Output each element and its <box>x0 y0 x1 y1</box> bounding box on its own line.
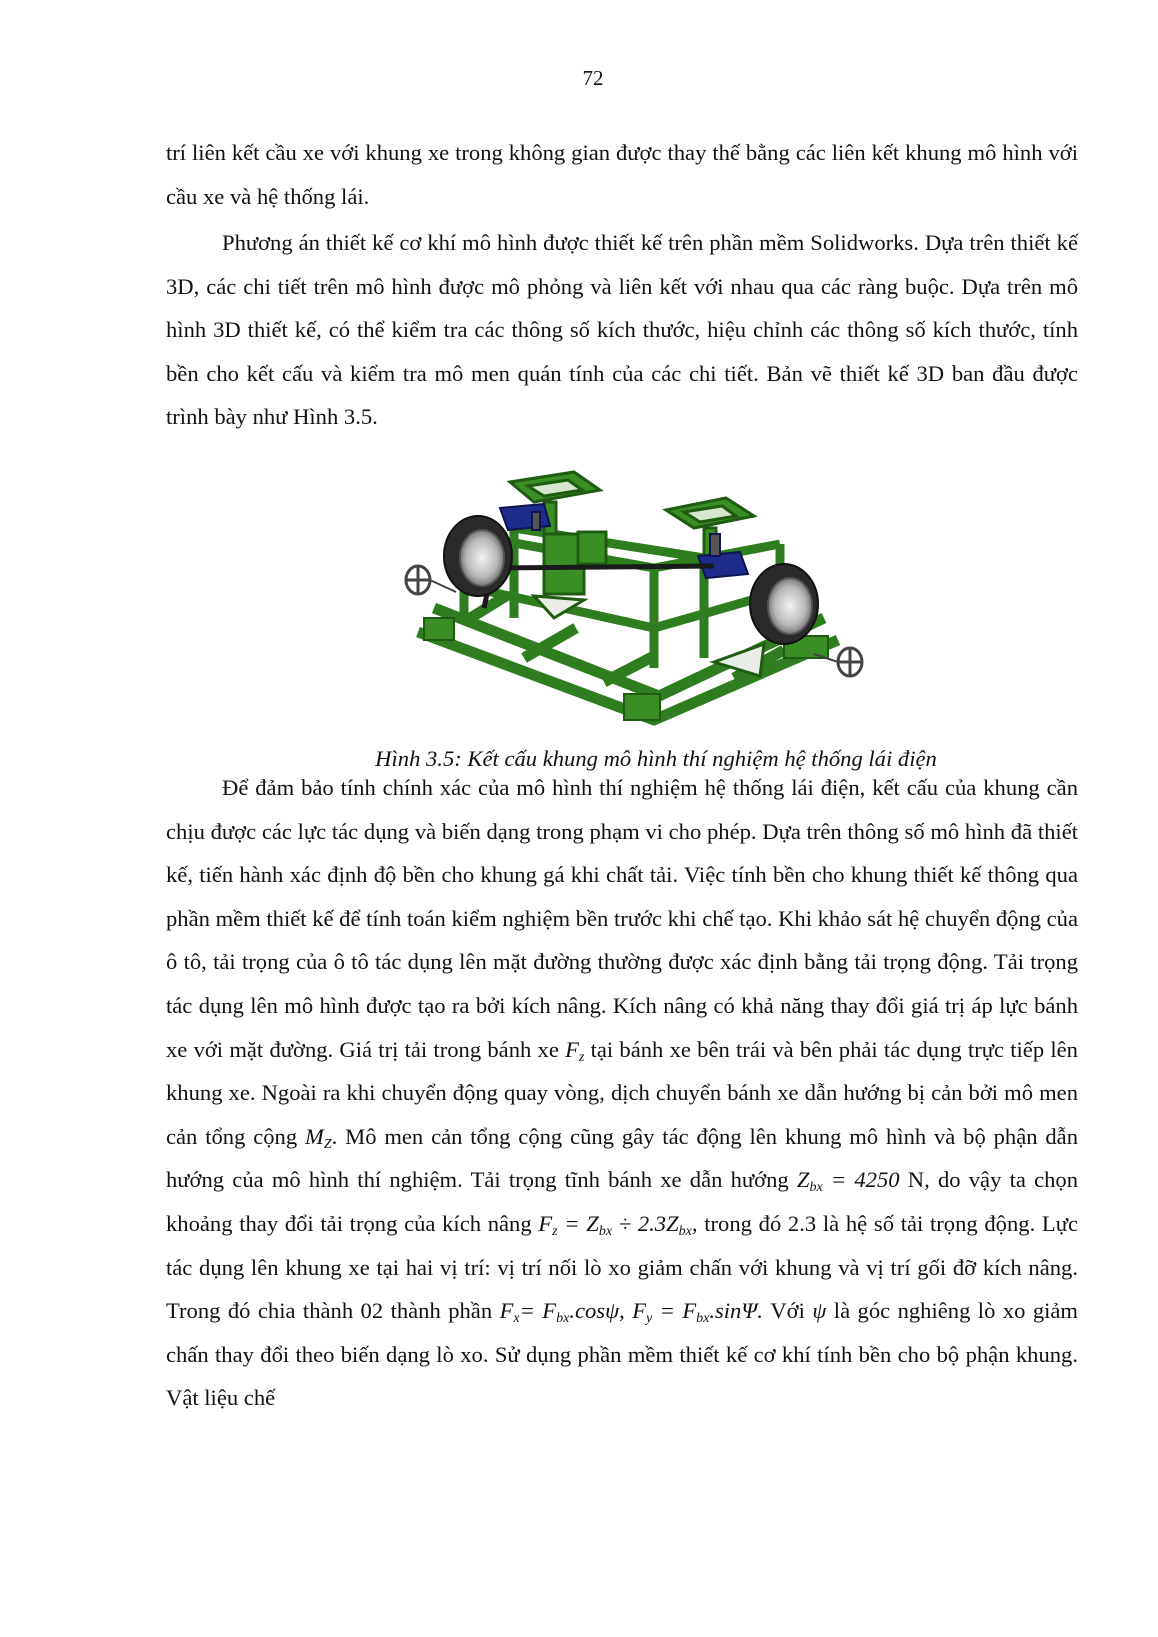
figure-3-5 <box>404 468 904 726</box>
paragraph-3 <box>166 766 1078 1420</box>
math-fx-fy: $F_x= F_{bx}.\cos\psi$, $F_y = F_{bx}.\sin\Psi$. <box>499 1298 763 1327</box>
text-run: Với <box>762 1298 813 1324</box>
text-run: Để đảm bảo tính chính xác của mô hình thí nghiệm hệ thống lái điện, kết cấu của khung cần chịu được các lực tác dụng và biến dạng trong phạm vi cho phép. Dựa trên thông số mô hình đã thiết kế, tiến hành xác định độ bền cho khung gá khi chất tải. Việc tính bền cho khung thiết kế thông qua phần mềm thiết kế để tính toán kiểm nghiệm bền trước khi chế tạo. Khi khảo sát hệ chuyển động của ô tô, tải trọng của ô tô tác dụng lên mặt đường thường được xác định bằng tải trọng động. Tải trọng tác dụng lên mô hình được tạo ra bởi kích nâng. Kích nâng có khả năng thay đổi giá trị áp lực bánh xe với mặt đường. Giá trị tải trong bánh xe <box>166 775 1079 1062</box>
page-number: 72 <box>582 66 604 90</box>
figure-caption: Hình 3.5: Kết cấu khung mô hình thí nghiệm hệ thống lái điện <box>375 746 937 771</box>
text-run: tại bánh xe bên trái và bên phải tác dụng trực tiếp lên khung xe. Ngoài ra khi chuyển động quay vòng, dịch chuyển bánh xe dẫn hướng bị cản bởi mô men cản tổng cộng <box>166 1036 1078 1149</box>
math-range: $F_z = Z_{bx} \div 2.3Z_{bx}$, <box>538 1210 698 1239</box>
wheel-left <box>444 516 512 596</box>
center-column <box>544 532 606 594</box>
paragraph-1: trí liên kết cầu xe với khung xe trong không gian được thay thế bằng các liên kết khung mô hình với cầu xe và hệ thống lái. <box>166 140 1078 209</box>
math-mz: $M_Z$ <box>304 1123 332 1152</box>
text-run: là góc nghiêng lò xo giảm chấn thay đổi theo biến dạng lò xo. Sử dụng phần mềm thiết kế cơ khí tính bền cho bộ phận khung. Vật liệu chế <box>166 1298 1078 1411</box>
text-run: N, do vậy ta chọn khoảng thay đổi tải trọng của kích nâng <box>166 1167 1078 1236</box>
text-run: trong đó 2.3 là hệ số tải trọng động. Lực tác dụng lên khung xe tại hai vị trí: vị trí nối lò xo giảm chấn với khung và vị trí gối đỡ kích nâng. Trong đó chia thành 02 thành phần <box>166 1210 1078 1324</box>
text-run: . Mô men cản tổng cộng cũng gây tác động lên khung mô hình và bộ phận dẫn hướng của mô hình thí nghiệm. Tải trọng tĩnh bánh xe dẫn hướng <box>166 1123 1079 1193</box>
wheel-right <box>750 564 818 644</box>
math-fz: $F_z$ <box>565 1036 585 1065</box>
math-zbx: $Z_{bx} = 4250$ <box>796 1167 900 1196</box>
math-psi: ψ <box>812 1298 827 1324</box>
frame-model-image <box>404 468 904 726</box>
paragraph-2: Phương án thiết kế cơ khí mô hình được thiết kế trên phần mềm Solidworks. Dựa trên thiết kế 3D, các chi tiết trên mô hình được mô phỏng và liên kết với nhau qua các ràng buộc. Dựa trên mô hình 3D thiết kế, có thể kiểm tra các thông số kích thước, hiệu chỉnh các thông số kích thước, tính bền cho kết cấu và kiểm tra mô men quán tính của các chi tiết. Bản vẽ thiết kế 3D ban đầu được trình bày như Hình 3.5. <box>166 230 1078 430</box>
